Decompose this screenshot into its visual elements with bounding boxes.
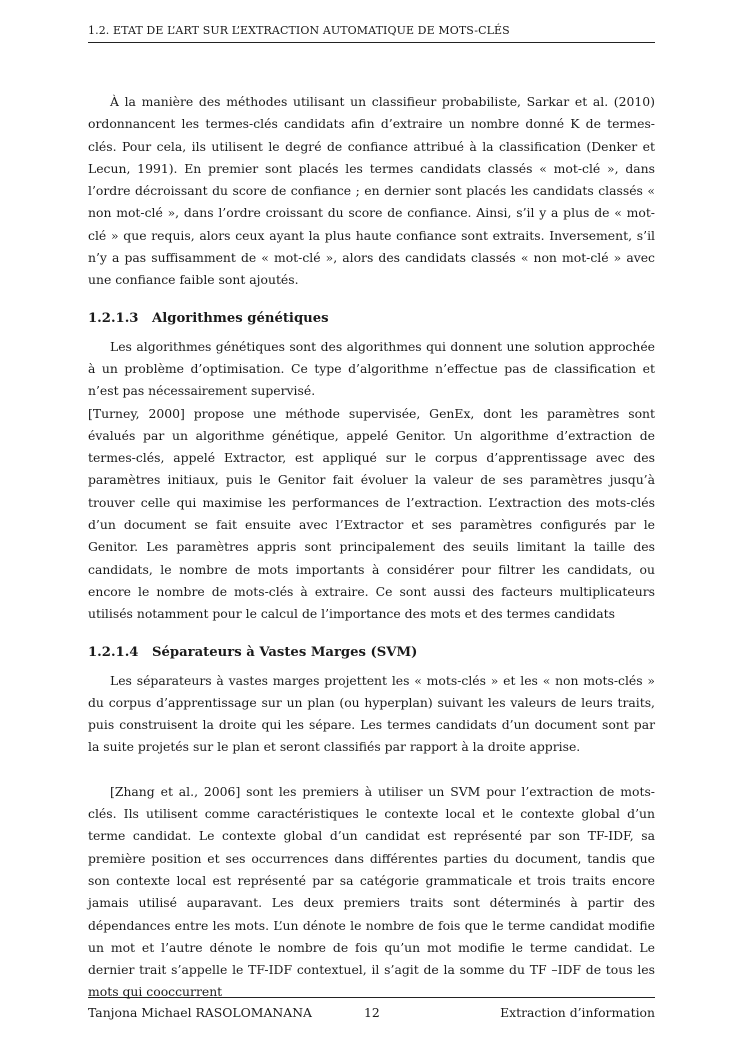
svm-paragraph-2: [Zhang et al., 2006] sont les premiers à utiliser un SVM pour l’extraction de mots-clés. Ils utilisent comme caractéristiques le contexte local et le contexte global d’un terme candidat. Le contexte global d’un candidat est représenté par son TF-IDF, sa première position et ses occurrences dans différentes parties du document, tandis que son contexte local est représenté par sa catégorie grammaticale et trois traits encore jamais utilisé auparavant. Les deux premiers traits sont déterminés à partir des dépendances entre les mots. L’un dénote le nombre de fois que le terme candidat modifie un mot et l’autre dénote le nombre de fois qu’un mot modifie le terme candidat. Le dernier trait s’appelle le TF-IDF contextuel, il s’agit de la somme du TF –IDF de tous les mots qui cooccurrent <box>88 783 655 1000</box>
section-title: Séparateurs à Vastes Marges (SVM) <box>152 644 418 660</box>
genetic-paragraph-1: Les algorithmes génétiques sont des algorithmes qui donnent une solution approchée à un problème d’optimisation. Ce type d’algorithme n’effectue pas de classification et n’est pas nécessairement supervisé. <box>88 338 655 399</box>
intro-paragraph: À la manière des méthodes utilisant un classifieur probabiliste, Sarkar et al. (2010) ordonnancent les termes-clés candidats afin d’extraire un nombre donné K de termes-clés. Pour cela, ils utilisent le degré de confiance attribué à la classification (Denker et Lecun, 1991). En premier sont placés les termes candidats classés « mot-clé », dans l’ordre décroissant du score de confiance ; en dernier sont placés les candidats classés « non mot-clé », dans l’ordre croissant du score de confiance. Ainsi, s’il y a plus de « mot-clé » que requis, alors ceux ayant la plus haute confiance sont extraits. Inversement, s’il n’y a pas suffisamment de « mot-clé », alors des candidats classés « non mot-clé » avec une confiance faible sont ajoutés. <box>88 94 655 288</box>
section-number: 1.2.1.4 <box>88 644 139 660</box>
section-number: 1.2.1.3 <box>88 310 139 326</box>
running-header: 1.2. ETAT DE L’ART SUR L’EXTRACTION AUTOMATIQUE DE MOTS-CLÉS <box>88 24 655 43</box>
section-heading-genetic <box>88 308 655 330</box>
page-number: 12 <box>364 1005 380 1020</box>
svm-paragraph-1: Les séparateurs à vastes marges projettent les « mots-clés » et les « non mots-clés » du corpus d’apprentissage sur un plan (ou hyperplan) suivant les valeurs de leurs traits, puis construisent la droite qui les sépare. Les termes candidats d’un document sont par la suite projetés sur le plan et seront classifiés par rapport à la droite apprise. <box>88 672 655 755</box>
footer-divider <box>88 997 655 998</box>
document-page <box>88 0 655 1053</box>
section-title: Algorithmes génétiques <box>152 310 329 326</box>
footer-author: Tanjona Michael RASOLOMANANA <box>88 1005 312 1020</box>
genetic-paragraph-2: [Turney, 2000] propose une méthode supervisée, GenEx, dont les paramètres sont évalués par un algorithme génétique, appelé Genitor. Un algorithme d’extraction de termes-clés, appelé Extractor, est appliqué sur le corpus d’apprentissage avec des paramètres initiaux, puis le Genitor fait évoluer la valeur de ses paramètres jusqu’à trouver celle qui maximise les performances de l’extraction. L’extraction des mots-clés d’un document se fait ensuite avec l’Extractor et ses paramètres configurés par le Genitor. Les paramètres appris sont principalement des seuils limitant la taille des candidats, le nombre de mots importants à considérer pour filtrer les candidats, ou encore le nombre de mots-clés à extraire. Ce sont aussi des facteurs multiplicateurs utilisés notamment pour le calcul de l’importance des mots et des termes candidats <box>88 405 655 622</box>
footer-document-title: Extraction d’information <box>500 1005 655 1020</box>
page-body <box>88 91 655 1004</box>
section-heading-svm <box>88 642 655 664</box>
